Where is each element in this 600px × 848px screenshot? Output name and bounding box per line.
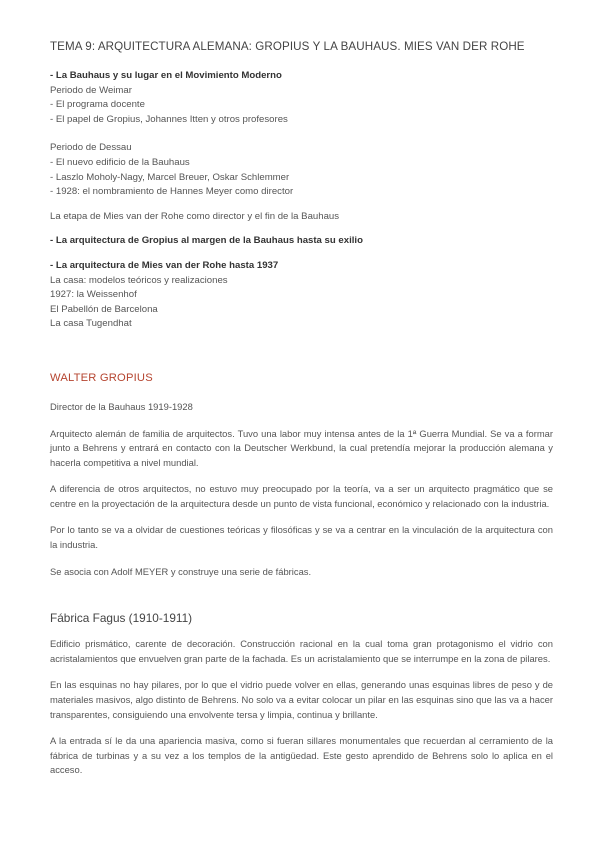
outline-item: - 1928: el nombramiento de Hannes Meyer como director (50, 186, 294, 198)
outline-heading-bauhaus: - La Bauhaus y su lugar en el Movimiento Moderno (50, 70, 282, 81)
paragraph: En las esquinas no hay pilares, por lo que el vidrio puede volver en ellas, generando unas esquinas libres de peso y de materiales masivos, algo distinto de Behrens. No solo va a evitar colocar un pilar en las esquinas sino que las va a hacer transparentes, consiguiendo una envolvente tersa y limpia, continua y brillante. (50, 679, 553, 720)
paragraph: A la entrada sí le da una apariencia masiva, como si fueran sillares monumentales que recuerdan al cerramiento de la fábrica de turbinas y a su vez a los templos de la antigüedad. Este gesto aprendido de Behrens solo lo aplica en el acceso. (50, 735, 553, 776)
paragraph: Por lo tanto se va a olvidar de cuestiones teóricas y filosóficas y se va a centrar en la vinculación de la arquitectura con la industria. (50, 524, 553, 551)
outline-dessau-label: Periodo de Dessau (50, 142, 132, 154)
outline-item: 1927: la Weissenhof (50, 289, 137, 301)
outline-item: - El nuevo edificio de la Bauhaus (50, 156, 190, 168)
section-heading-fagus: Fábrica Fagus (1910-1911) (50, 611, 193, 626)
outline-item: El Pabellón de Barcelona (50, 303, 158, 315)
outline-item: La casa Tugendhat (50, 318, 132, 330)
outline-item: - El papel de Gropius, Johannes Itten y otros profesores (50, 113, 288, 125)
section-heading-gropius: WALTER GROPIUS (50, 371, 153, 384)
outline-item: La casa: modelos teóricos y realizaciones (50, 274, 228, 286)
outline-heading-mies: - La arquitectura de Mies van der Rohe hasta 1937 (50, 259, 279, 271)
paragraph: Edificio prismático, carente de decoración. Construcción racional en la cual toma gran protagonismo el vidrio con acristalamientos que envuelven gran parte de la fachada. Es un acristalamiento que se interrumpe en la zona de pilares. (50, 638, 553, 664)
document-title: TEMA 9: ARQUITECTURA ALEMANA: GROPIUS Y LA BAUHAUS. MIES VAN DER ROHE (50, 40, 525, 53)
paragraph: Se asocia con Adolf MEYER y construye una serie de fábricas. (50, 565, 312, 577)
outline-heading-gropius: - La arquitectura de Gropius al margen de la Bauhaus hasta su exilio (50, 235, 363, 247)
document-page (50, 40, 553, 790)
paragraph: A diferencia de otros arquitectos, no estuvo muy preocupado por la teoría, va a ser un arquitecto pragmático que se centre en la proyectación de la arquitectura desde un punto de vista funcional, económico y relacionado con la industria. (50, 483, 553, 509)
outline-weimar-label: Periodo de Weimar (50, 84, 132, 96)
outline-mies-director: La etapa de Mies van der Rohe como director y el fin de la Bauhaus (50, 210, 340, 222)
outline-item: - Laszlo Moholy-Nagy, Marcel Breuer, Oskar Schlemmer (50, 171, 290, 183)
paragraph: Arquitecto alemán de familia de arquitectos. Tuvo una labor muy intensa antes de la 1ª Guerra Mundial. Se va a formar junto a Behrens y entrará en contacto con la Deutscher Werkbund, la cual pretendía mejorar la producción alemana y hacerla competitiva a nivel mundial. (50, 427, 553, 468)
paragraph: Director de la Bauhaus 1919-1928 (50, 400, 193, 412)
outline-item: - El programa docente (50, 99, 145, 111)
